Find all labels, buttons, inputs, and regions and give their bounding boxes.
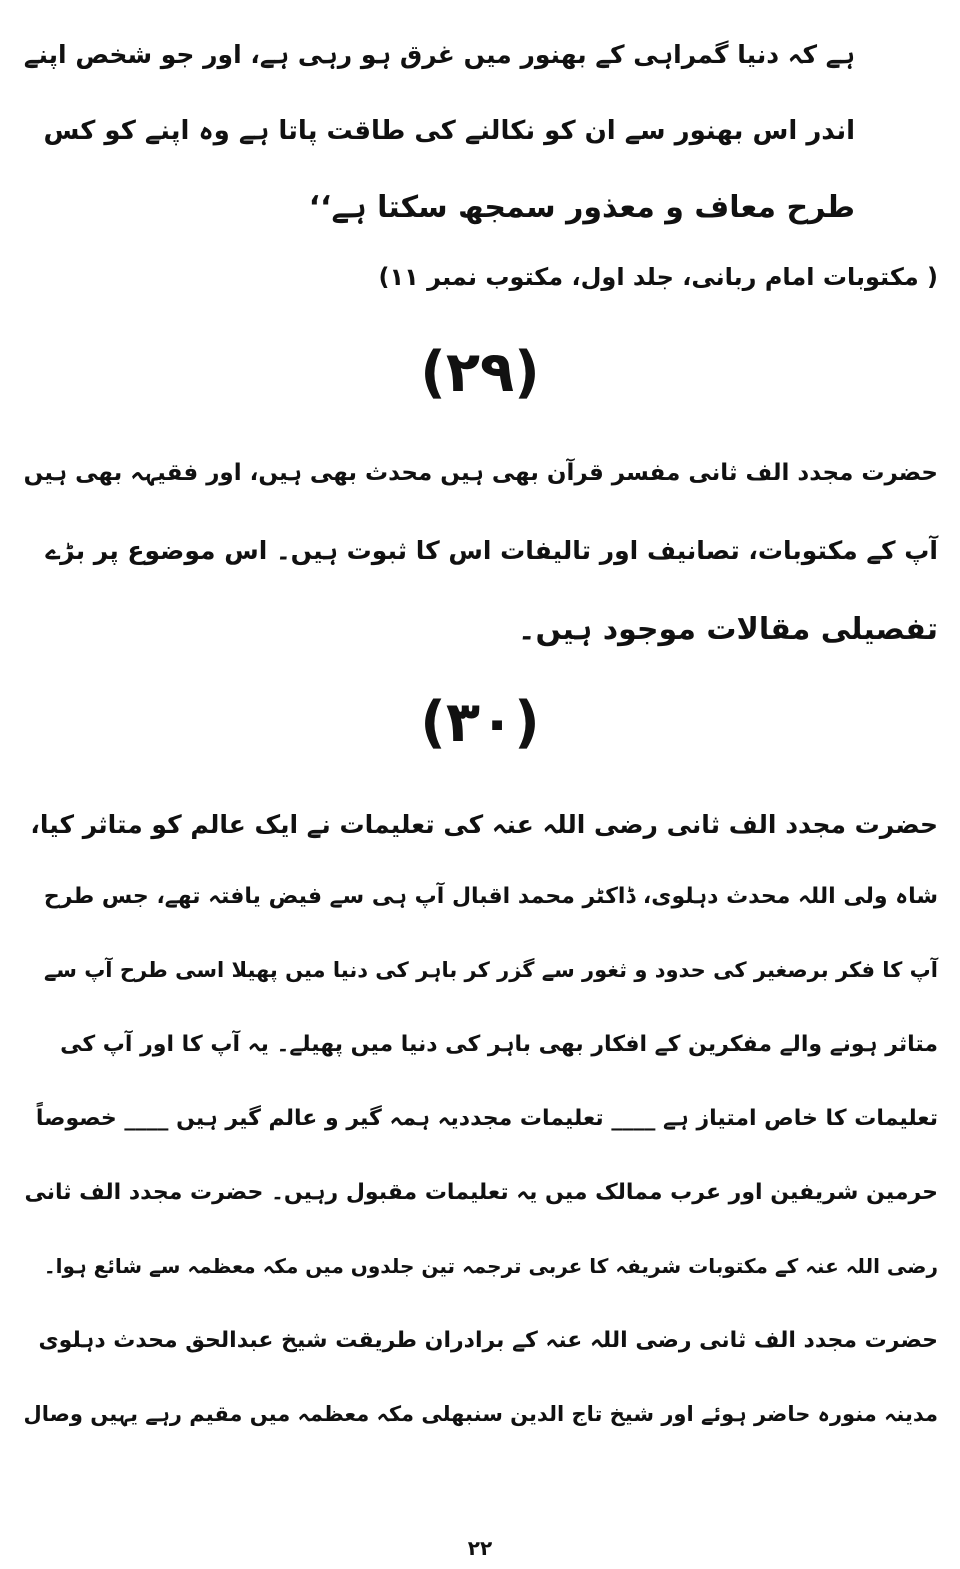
paragraph-line: آپ کا فکر برصغیر کی حدود و ثغور سے گزر کر باہر کی دنیا میں پھیلا اسی طرح آپ سے <box>43 958 938 982</box>
paragraph-line: رضی اللہ عنہ کے مکتوبات شریفہ کا عربی ترجمہ تین جلدوں میں مکہ معظمہ سے شائع ہوا۔ <box>43 1254 938 1278</box>
section-heading-30: (۳۰) <box>420 690 540 755</box>
citation: ( مکتوبات امام ربانی، جلد اول، مکتوب نمبر ۱۱) <box>378 263 938 291</box>
paragraph-line: حضرت مجدد الف ثانی رضی اللہ عنہ کی تعلیمات نے ایک عالم کو متاثر کیا، <box>30 810 938 839</box>
section-heading-29: (۲۹) <box>420 340 540 405</box>
quote-line: ہے کہ دنیا گمراہی کے بھنور میں غرق ہو رہی ہے، اور جو شخص اپنے <box>23 40 855 69</box>
paragraph-line: حضرت مجدد الف ثانی مفسر قرآن بھی ہیں محدث بھی ہیں، اور فقیہہ بھی ہیں <box>23 460 938 486</box>
paragraph-line: تعلیمات کا خاص امتیاز ہے ____ تعلیمات مجددیہ ہمہ گیر و عالم گیر ہیں ____ خصوصاً <box>35 1106 938 1131</box>
paragraph-line: مدینہ منورہ حاضر ہوئے اور شیخ تاج الدین سنبھلی مکہ معظمہ میں مقیم رہے یہیں وصال <box>23 1402 938 1426</box>
quote-line: اندر اس بھنور سے ان کو نکالنے کی طاقت پاتا ہے وہ اپنے کو کس <box>43 116 855 146</box>
page-number: ۲۲ <box>467 1536 493 1560</box>
paragraph-line: متاثر ہونے والے مفکرین کے افکار بھی باہر کی دنیا میں پھیلے۔ یہ آپ کا اور آپ کی <box>60 1032 938 1057</box>
paragraph-line: شاہ ولی اللہ محدث دہلوی، ڈاکٹر محمد اقبال آپ ہی سے فیض یافتہ تھے، جس طرح <box>43 884 938 909</box>
paragraph-line: تفصیلی مقالات موجود ہیں۔ <box>517 612 938 647</box>
paragraph-line: حضرت مجدد الف ثانی رضی اللہ عنہ کے برادران طریقت شیخ عبدالحق محدث دہلوی <box>38 1328 938 1353</box>
quote-line: طرح معاف و معذور سمجھ سکتا ہے‘‘ <box>308 190 855 225</box>
paragraph-line: حرمین شریفین اور عرب ممالک میں یہ تعلیمات مقبول رہیں۔ حضرت مجدد الف ثانی <box>24 1180 938 1205</box>
paragraph-line: آپ کے مکتوبات، تصانیف اور تالیفات اس کا ثبوت ہیں۔ اس موضوع پر بڑے <box>45 536 938 565</box>
